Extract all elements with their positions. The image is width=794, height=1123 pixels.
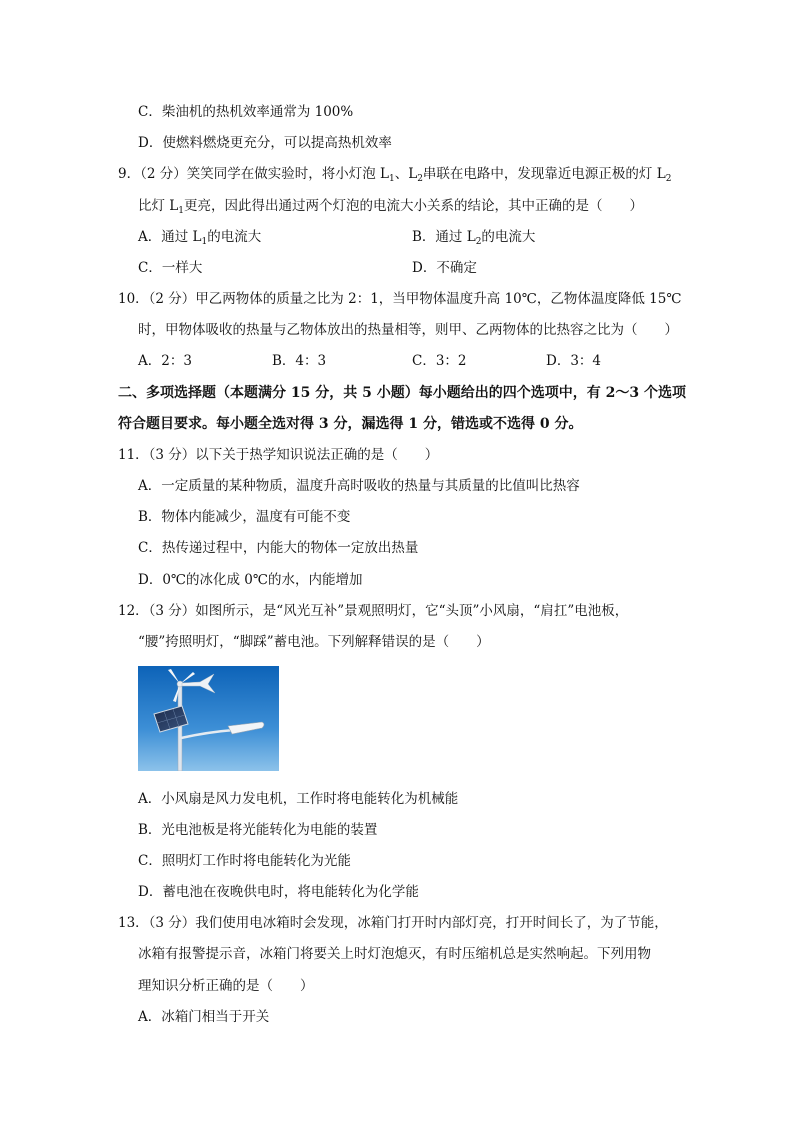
- q13-stem-line3: 理知识分析正确的是（ ）: [138, 978, 314, 994]
- q8-option-d: D．使燃料燃烧更充分，可以提高热机效率: [138, 135, 392, 151]
- q13-stem-line2: 冰箱有报警提示音，冰箱门将要关上时灯泡熄灭，有时压缩机总是实然响起。下列用物: [138, 946, 651, 962]
- q12-option-d: D．蓄电池在夜晚供电时，将电能转化为化学能: [138, 884, 419, 900]
- q10-option-d: D．3：4: [546, 353, 602, 369]
- q12-option-b: B．光电池板是将光能转化为电能的装置: [138, 822, 378, 838]
- section2-heading-line2: 符合题目要求。每小题全选对得 3 分，漏选得 1 分，错选或不选得 0 分。: [118, 416, 583, 432]
- q9-stem-line1: 9．（2 分）笑笑同学在做实验时，将小灯泡 $L_1$、$L_2$串联在电路中，发现靠近电源正极的灯 $L_2$: [118, 166, 672, 184]
- q12-stem-line1: 12．（3 分）如图所示，是“风光互补”景观照明灯，它“头顶”小风扇，“肩扛”电池板，: [118, 603, 629, 619]
- streetlight-illustration: [138, 666, 279, 771]
- q13-stem-line1: 13．（3 分）我们使用电冰箱时会发现，冰箱门打开时内部灯亮，打开时间长了，为了节能，: [118, 915, 668, 931]
- q11-stem: 11．（3 分）以下关于热学知识说法正确的是（ ）: [118, 447, 439, 463]
- q11-option-d: D．0℃的冰化成 0℃的水，内能增加: [138, 572, 363, 588]
- q10-option-a: A．2：3: [138, 353, 192, 369]
- q12-option-c: C．照明灯工作时将电能转化为光能: [138, 853, 351, 869]
- q9-stem-line2: 比灯 $L_1$更亮，因此得出通过两个灯泡的电流大小关系的结论，其中正确的是（ ）: [138, 198, 643, 216]
- section2-heading-line1: 二、多项选择题（本题满分 15 分，共 5 小题）每小题给出的四个选项中，有 2～3 个选项: [118, 385, 686, 401]
- q8-option-c: C．柴油机的热机效率通常为 100%: [138, 104, 354, 120]
- q9-option-d: D．不确定: [412, 260, 477, 276]
- q10-stem-line1: 10．（2 分）甲乙两物体的质量之比为 2：1，当甲物体温度升高 10℃，乙物体温度降低 15℃: [118, 291, 682, 307]
- lamp-pole: [178, 684, 182, 771]
- q9-option-b: B．通过 $L_2$的电流大: [412, 229, 536, 247]
- q9-option-c: C．一样大: [138, 260, 203, 276]
- q10-option-b: B．4：3: [272, 353, 327, 369]
- q11-option-a: A．一定质量的某种物质，温度升高时吸收的热量与其质量的比值叫比热容: [138, 478, 580, 494]
- q12-stem-line2: “腰”挎照明灯，“脚踩”蓄电池。下列解释错误的是（ ）: [138, 634, 490, 650]
- q10-option-c: C．3：2: [412, 353, 467, 369]
- wind-solar-streetlight-figure: [138, 666, 279, 771]
- q12-option-a: A．小风扇是风力发电机，工作时将电能转化为机械能: [138, 791, 459, 807]
- q13-option-a: A．冰箱门相当于开关: [138, 1009, 270, 1025]
- q11-option-b: B．物体内能减少，温度有可能不变: [138, 509, 351, 525]
- q10-stem-line2: 时，甲物体吸收的热量与乙物体放出的热量相等，则甲、乙两物体的比热容之比为（ ）: [138, 322, 678, 338]
- q11-option-c: C．热传递过程中，内能大的物体一定放出热量: [138, 540, 419, 556]
- q9-option-a: A．通过 $L_1$的电流大: [138, 229, 262, 247]
